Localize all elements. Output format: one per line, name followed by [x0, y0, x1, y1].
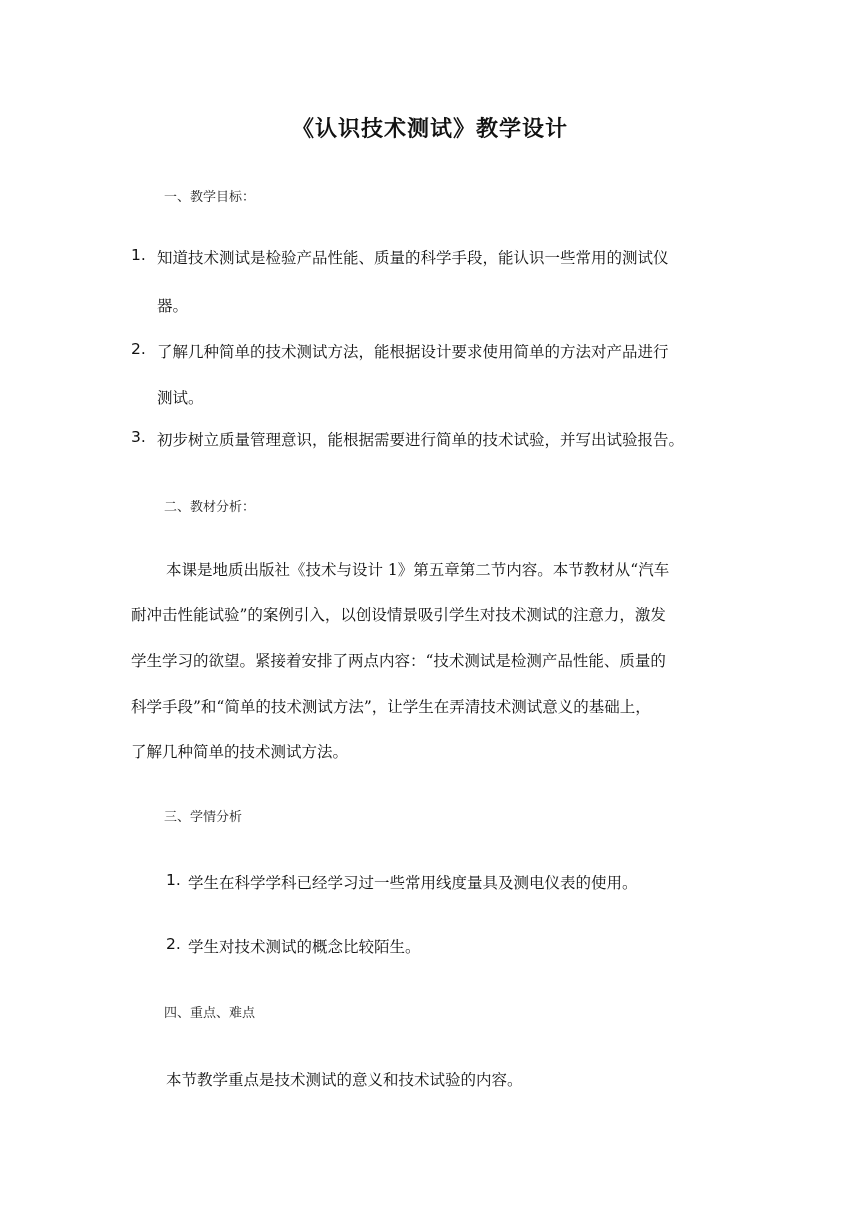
list-number: 2. [131, 340, 146, 358]
list-item-line: 学生在科学学科已经学习过一些常用线度量具及测电仪表的使用。 [188, 874, 638, 892]
list-item-line: 器。 [157, 297, 189, 315]
list-number: 1. [166, 871, 181, 889]
list-item-line: 初步树立质量管理意识，能根据需要进行简单的技术试验，并写出试验报告。 [157, 431, 685, 449]
list-number: 1. [131, 246, 146, 264]
section-heading-learners: 三、学情分析 [164, 810, 243, 825]
section-heading-keypoints: 四、重点、难点 [164, 1006, 256, 1021]
paragraph-line: 耐冲击性能试验”的案例引入，以创设情景吸引学生对技术测试的注意力，激发 [131, 606, 666, 624]
paragraph-line: 本课是地质出版社《技术与设计 1》第五章第二节内容。本节教材从“汽车 [166, 561, 670, 579]
paragraph-line: 了解几种简单的技术测试方法。 [131, 743, 349, 761]
list-item-line: 了解几种简单的技术测试方法，能根据设计要求使用简单的方法对产品进行 [157, 343, 669, 361]
document-title: 《认识技术测试》教学设计 [291, 117, 568, 142]
list-item-line: 测试。 [157, 389, 204, 407]
paragraph-line: 学生学习的欲望。紧接着安排了两点内容：“技术测试是检测产品性能、质量的 [131, 652, 666, 670]
paragraph-line: 科学手段”和“简单的技术测试方法”，让学生在弄清技术测试意义的基础上， [131, 698, 651, 716]
list-item-line: 知道技术测试是检验产品性能、质量的科学手段，能认识一些常用的测试仪 [157, 249, 669, 267]
section-heading-objectives: 一、教学目标： [164, 190, 256, 205]
section-heading-materials: 二、教材分析： [164, 500, 256, 515]
list-number: 2. [166, 935, 181, 953]
paragraph-line: 本节教学重点是技术测试的意义和技术试验的内容。 [166, 1071, 523, 1089]
list-number: 3. [131, 428, 146, 446]
list-item-line: 学生对技术测试的概念比较陌生。 [188, 938, 421, 956]
